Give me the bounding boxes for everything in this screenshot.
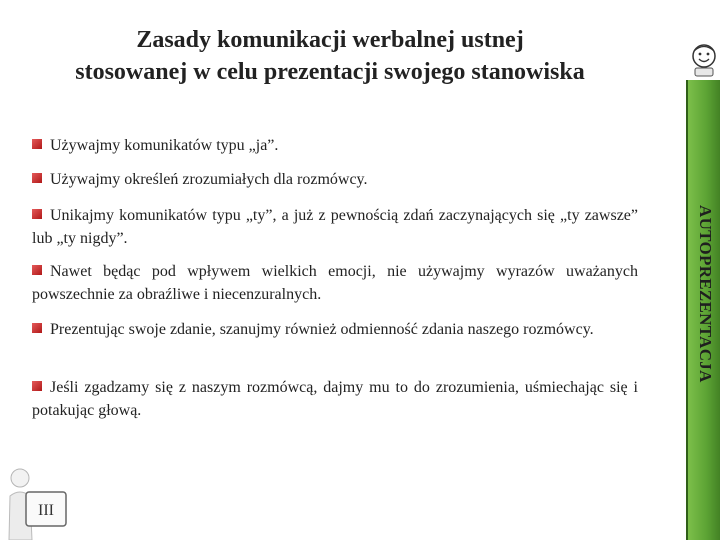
red-square-bullet-icon [32,265,42,275]
list-item: Nawet będąc pod wpływem wielkich emocji, nie używajmy wyrazów uważanych powszechnie za obraźliwe i niecenzuralnych. [32,263,638,303]
slide-title [20,24,640,88]
smiling-figure-icon [684,38,720,82]
list-item: Prezentując swoje zdanie, szanujmy również odmienność zdania naszego rozmówcy. [32,318,638,341]
slide-title-line-1: Zasady komunikacji werbalnej ustnej [136,27,524,53]
board-text: III [38,502,54,519]
slide-title-line-2: stosowanej w celu prezentacji swojego stanowiska [75,59,585,85]
red-square-bullet-icon [32,173,42,183]
list-item: Używajmy komunikatów typu „ja”. [32,134,638,157]
list-item: Unikajmy komunikatów typu „ty”, a już z pewnością zdań zaczynających się „ty zawsze” lub „ty nigdy”. [32,207,638,247]
list-item: Jeśli zgadzamy się z naszym rozmówcą, dajmy mu to do zrozumienia, uśmiechając się i potakując głową. [32,379,638,419]
list-item: Używajmy określeń zrozumiałych dla rozmówcy. [32,168,638,191]
red-square-bullet-icon [32,323,42,333]
red-square-bullet-icon [32,139,42,149]
red-square-bullet-icon [32,209,42,219]
red-square-bullet-icon [32,381,42,391]
figure-holding-sign-icon [0,466,80,540]
sidebar-label: AUTOPREZENTACJA [696,205,715,383]
